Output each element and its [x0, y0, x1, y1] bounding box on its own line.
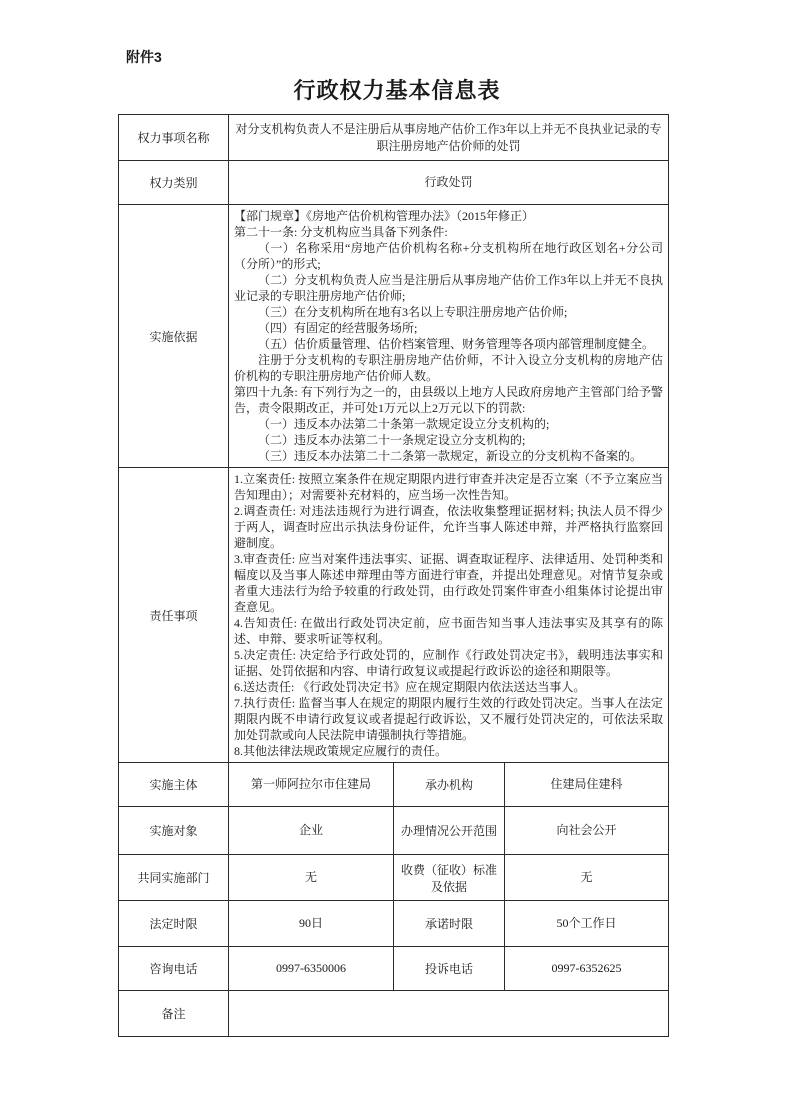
row-label-basis: 实施依据: [119, 205, 229, 468]
row-label-target: 实施对象: [119, 807, 229, 855]
basis-paragraph: （二）分支机构负责人应当是注册后从事房地产估价工作3年以上并无不良执业记录的专职注册房地产估价师;: [234, 273, 663, 303]
row-label-duty: 责任事项: [119, 468, 229, 763]
basis-paragraph: 第二十一条: 分支机构应当具备下列条件:: [234, 225, 448, 239]
row-label-consult-phone: 咨询电话: [119, 947, 229, 991]
row-value-power-name: 对分支机构负责人不是注册后从事房地产估价工作3年以上并无不良执业记录的专职注册房地产估价师的处罚: [229, 115, 669, 161]
duty-paragraph: 5.决定责任: 决定给予行政处罚的，应制作《行政处罚决定书》，载明违法事实和证据、处罚依据和内容、申请行政复议或提起行政诉讼的途径和期限等。: [234, 648, 663, 678]
row-value-complaint-phone: 0997-6352625: [505, 947, 669, 991]
duty-paragraph: 1.立案责任: 按照立案条件在规定期限内进行审查并决定是否立案（不予立案应当告知理由）；对需要补充材料的，应当场一次性告知。: [234, 472, 663, 502]
basis-paragraph: 【部门规章】《房地产估价机构管理办法》（2015年修正）: [234, 209, 535, 223]
basis-paragraph: 第四十九条: 有下列行为之一的，由县级以上地方人民政府房地产主管部门给予警告，责令限期改正，并可处1万元以上2万元以下的罚款:: [234, 385, 663, 415]
basis-paragraph: （五）估价质量管理、估价档案管理、财务管理等各项内部管理制度健全。: [258, 337, 655, 351]
row-label-fee-standard: 收费（征收）标准及依据: [394, 855, 505, 901]
row-value-consult-phone: 0997-6350006: [229, 947, 394, 991]
duty-paragraph: 8.其他法律法规政策规定应履行的责任。: [234, 744, 448, 758]
row-value-handling-agency: 住建局住建科: [505, 763, 669, 807]
row-value-disclosure-scope: 向社会公开: [505, 807, 669, 855]
duty-paragraph: 3.审查责任: 应当对案件违法事实、证据、调查取证程序、法律适用、处罚种类和幅度以及当事人陈述申辩理由等方面进行审查，并提出处理意见。对情节复杂或者重大违法行为给予较重的行政处罚，由行政处罚案件审查小组集体讨论提出审查意见。: [234, 552, 663, 614]
row-value-implementer: 第一师阿拉尔市住建局: [229, 763, 394, 807]
row-value-joint-department: 无: [229, 855, 394, 901]
page-title: 行政权力基本信息表: [293, 78, 501, 103]
basis-paragraph: 注册于分支机构的专职注册房地产估价师，不计入设立分支机构的房地产估价机构的专职注册房地产估价师人数。: [234, 353, 663, 383]
duty-paragraph: 2.调查责任: 对违法违规行为进行调查，依法收集整理证据材料; 执法人员不得少于两人，调查时应出示执法身份证件，允许当事人陈述申辩，并严格执行监察回避制度。: [234, 504, 663, 550]
table-row-power-type: [119, 161, 669, 205]
table-row-power-name: [119, 115, 669, 161]
basis-paragraph: （一）名称采用“房地产估价机构名称+分支机构所在地行政区划名+分公司（分所）”的形式;: [234, 241, 663, 271]
row-label-promised-time-limit: 承诺时限: [394, 901, 505, 947]
basis-paragraph: （一）违反本办法第二十条第一款规定设立分支机构的;: [258, 417, 550, 431]
row-value-duty: [229, 468, 669, 763]
row-value-target: 企业: [229, 807, 394, 855]
row-label-joint-department: 共同实施部门: [119, 855, 229, 901]
row-label-remark: 备注: [119, 991, 229, 1037]
table-row-basis: [119, 205, 669, 468]
row-value-fee-standard: 无: [505, 855, 669, 901]
basis-paragraph: （三）违反本办法第二十二条第一款规定，新设立的分支机构不备案的。: [258, 449, 643, 463]
table-row-legal-time-limit: [119, 901, 669, 947]
duty-paragraph: 7.执行责任: 监督当事人在规定的期限内履行生效的行政处罚决定。当事人在法定期限内既不申请行政复议或者提起行政诉讼，又不履行处罚决定的，可依法采取加处罚款或向人民法院申请强制执行等措施。: [234, 696, 663, 742]
row-label-legal-time-limit: 法定时限: [119, 901, 229, 947]
basis-paragraph: （四）有固定的经营服务场所;: [258, 321, 418, 335]
row-value-basis: [229, 205, 669, 468]
row-label-disclosure-scope: 办理情况公开范围: [394, 807, 505, 855]
row-label-power-name: 权力事项名称: [119, 115, 229, 161]
table-row-implementer: [119, 763, 669, 807]
row-value-remark: [229, 991, 669, 1037]
table-row-phones: [119, 947, 669, 991]
basis-paragraph: （二）违反本办法第二十一条规定设立分支机构的;: [258, 433, 526, 447]
row-value-power-type: 行政处罚: [229, 161, 669, 205]
duty-paragraph: 6.送达责任: 《行政处罚决定书》应在规定期限内依法送达当事人。: [234, 680, 586, 694]
row-label-power-type: 权力类别: [119, 161, 229, 205]
table-row-joint-department: [119, 855, 669, 901]
row-value-promised-time-limit: 50个工作日: [505, 901, 669, 947]
attachment-label: 附件3: [126, 49, 162, 65]
basis-paragraph: （三）在分支机构所在地有3名以上专职注册房地产估价师;: [258, 305, 568, 319]
table-row-remark: [119, 991, 669, 1037]
table-row-duty: [119, 468, 669, 763]
row-label-implementer: 实施主体: [119, 763, 229, 807]
table-row-target: [119, 807, 669, 855]
row-label-handling-agency: 承办机构: [394, 763, 505, 807]
duty-paragraph: 4.告知责任: 在做出行政处罚决定前，应书面告知当事人违法事实及其享有的陈述、申辩、要求听证等权利。: [234, 616, 663, 646]
info-table: [118, 114, 669, 1037]
row-value-legal-time-limit: 90日: [229, 901, 394, 947]
row-label-complaint-phone: 投诉电话: [394, 947, 505, 991]
